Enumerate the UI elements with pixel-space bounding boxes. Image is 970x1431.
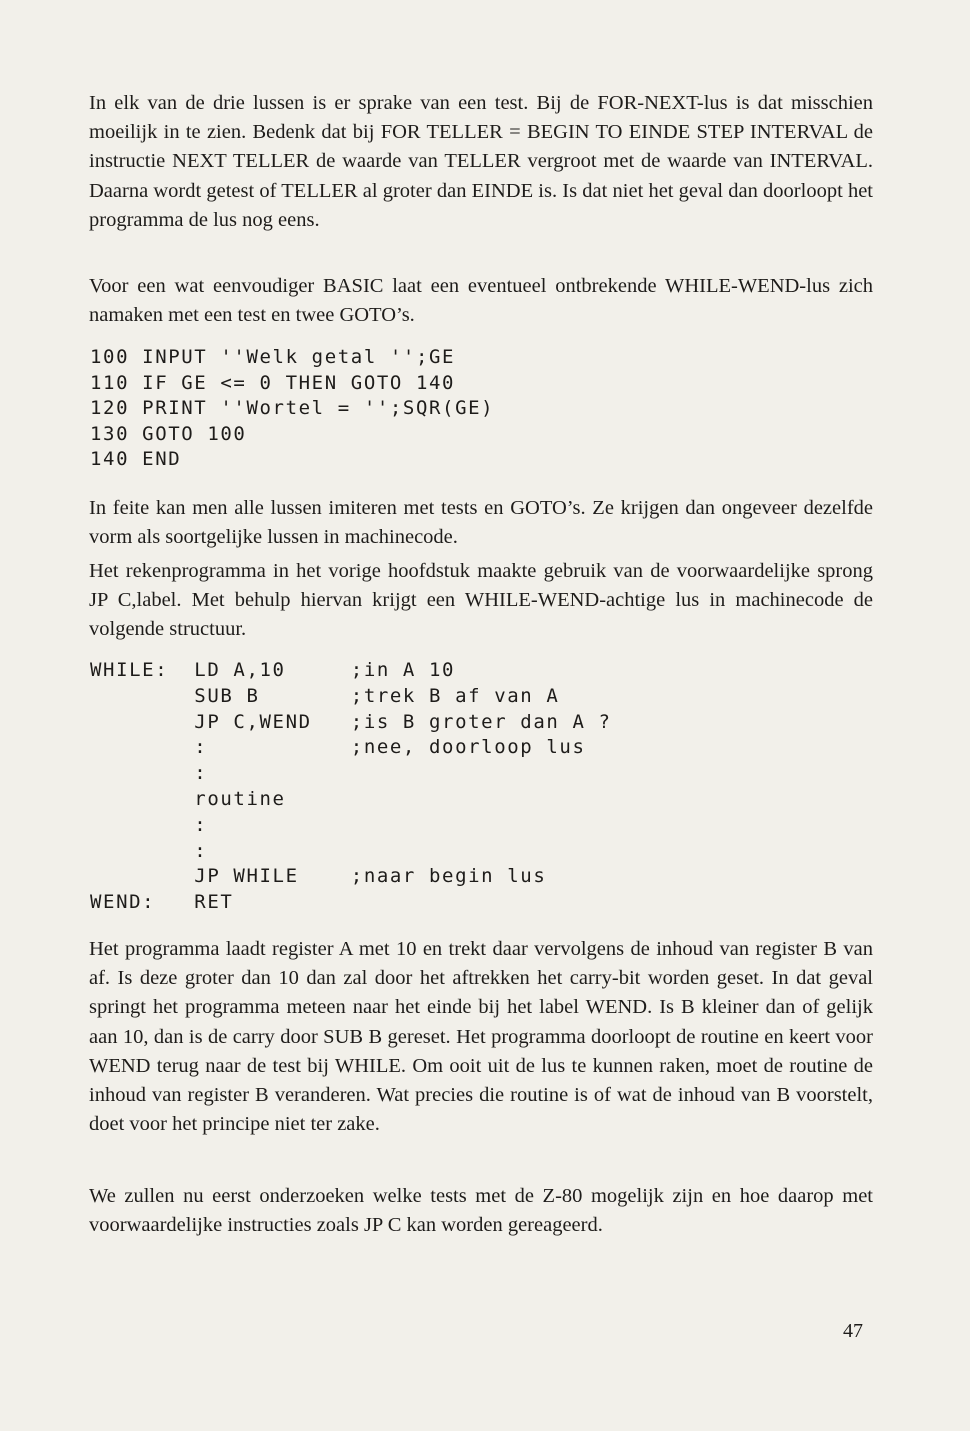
asm-line: :	[90, 813, 208, 836]
paragraph-loops-imitation: In feite kan men alle lussen imiteren met tests en GOTO’s. Ze krijgen dan ongeveer dezelfde vorm als soortgelijke lussen in machinecode.	[89, 497, 873, 549]
asm-line: :	[90, 839, 208, 862]
asm-line: :	[90, 762, 208, 785]
asm-line: WEND: RET	[90, 891, 234, 914]
asm-line: JP C,WEND ;is B groter dan A ?	[90, 710, 612, 733]
basic-line: 110 IF GE <= 0 THEN GOTO 140	[90, 371, 456, 394]
paragraph-jp-c-structure: Het rekenprogramma in het vorige hoofdstuk maakte gebruik van de voorwaardelijke sprong JP C,label. Met behulp hiervan krijgt een WHILE-WEND-achtige lus in machinecode de volgende structuur.	[89, 560, 873, 641]
basic-listing	[90, 345, 494, 473]
asm-line: WHILE: LD A,10 ;in A 10	[90, 659, 456, 681]
basic-line: 140 END	[90, 448, 182, 471]
basic-line: 100 INPUT ''Welk getal '';GE	[90, 346, 456, 368]
paragraph-program-explanation: Het programma laadt register A met 10 en trekt daar vervolgens de inhoud van register B van af. Is deze groter dan 10 dan zal door het aftrekken het carry-bit worden geset. In dat geval springt het programma meteen naar het einde bij het label WEND. Is B kleiner dan of gelijk aan 10, dan is de carry door SUB B gereset. Het programma doorloopt de routine en keert voor WEND terug naar de test bij WHILE. Om ooit uit de lus te kunnen raken, moet de routine de inhoud van register B veranderen. Wat precies die routine is of wat de inhoud van B voorstelt, doet voor het principe niet ter zake.	[89, 938, 873, 1136]
asm-line: : ;nee, doorloop lus	[90, 736, 586, 759]
asm-line: SUB B ;trek B af van A	[90, 684, 560, 707]
page-number: 47	[843, 1320, 863, 1342]
paragraph-z80-tests: We zullen nu eerst onderzoeken welke tests met de Z-80 mogelijk zijn en hoe daarop met voorwaardelijke instructies zoals JP C kan worden gereageerd.	[89, 1185, 873, 1237]
basic-line: 120 PRINT ''Wortel = '';SQR(GE)	[90, 397, 495, 420]
assembly-listing	[90, 658, 612, 916]
asm-line: JP WHILE ;naar begin lus	[90, 865, 547, 888]
asm-line: routine	[90, 787, 286, 810]
paragraph-for-next-explanation: In elk van de drie lussen is er sprake van een test. Bij de FOR-NEXT-lus is dat misschien moeilijk in te zien. Bedenk dat bij FOR TELLER = BEGIN TO EINDE STEP INTERVAL de instructie NEXT TELLER de waarde van TELLER vergroot met de waarde van INTERVAL. Daarna wordt getest of TELLER al groter dan EINDE is. Is dat niet het geval dan doorloopt het programma de lus nog eens.	[89, 92, 873, 231]
paragraph-while-wend-intro: Voor een wat eenvoudiger BASIC laat een eventueel ontbrekende WHILE-WEND-lus zich namaken met een test en twee GOTO’s.	[89, 275, 873, 327]
basic-line: 130 GOTO 100	[90, 422, 247, 445]
